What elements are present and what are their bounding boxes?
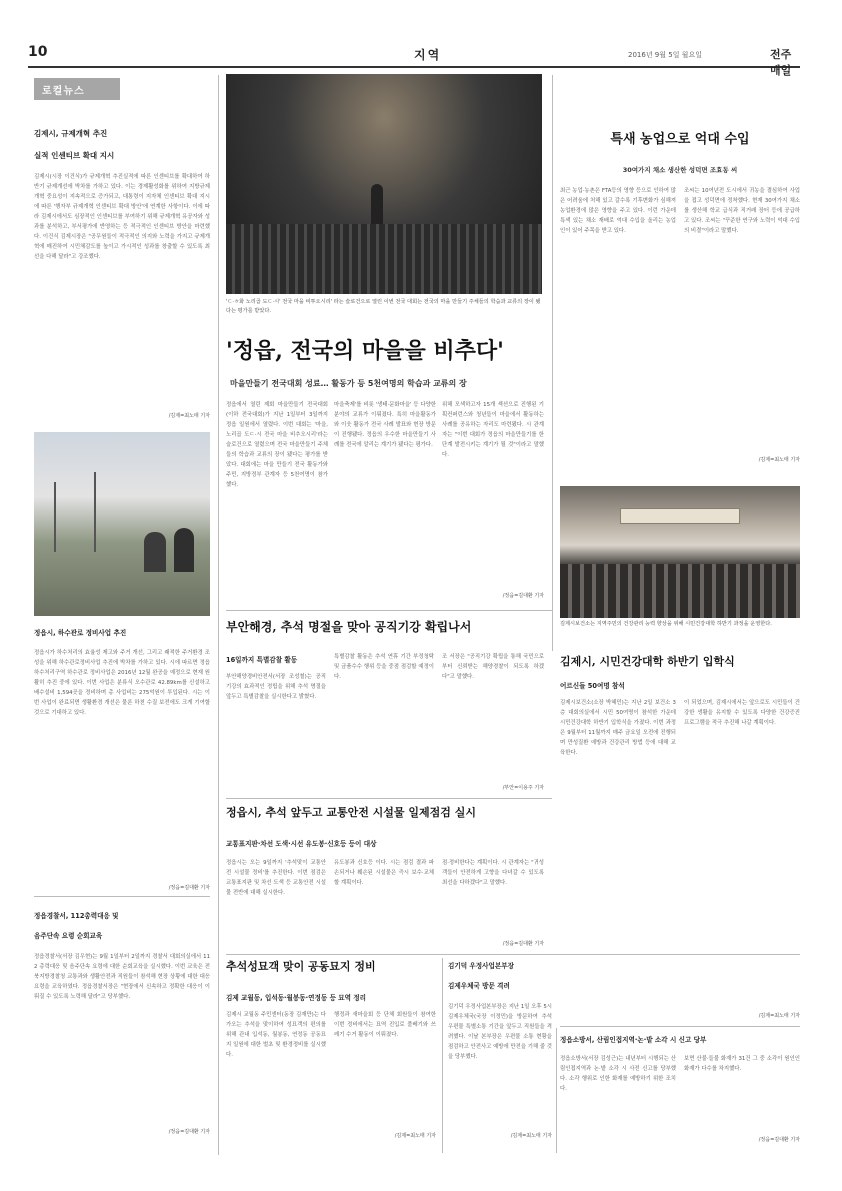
article-body: 조씨는 10여년전 도시에서 귀농을 결심하여 사업을 접고 성덕면에 정착했다. 현재 30여가지 채소를 생산해 학교 급식과 직거래 장터 등에 공급하고 있다. 조씨는 "꾸준한 연구와 노력이 억대 수입의 비결"이라고 말했다. bbox=[684, 188, 800, 234]
article-body: 마을축제'를 비롯 '생태·문화마을' 등 다양한 분야의 교류가 이뤄졌다. 특히 마을활동가와 이웃 활동가 전국 사례 발표와 현장 방문이 진행됐다. 정읍의 우수한 마을만들기 사례를 전국에 알리는 계기가 됐다는 평가다. bbox=[334, 402, 436, 448]
article-byline: /정읍=김대환 기자 bbox=[502, 941, 544, 947]
article-body: 김제시(시장 이건식)가 규제개혁 추진실적에 따른 인센티브를 확대하여 하반기 규제개선에 박차를 가하고 있다. 이는 경제활성화를 위하여 지방규제개혁 중요성이 지속적으로 증가되고, 대통령이 지자체 인센티브 확대 지시에 따른 '행자부 규제개혁 인센티브 확대 방안'에 연계한 사항이다. 이에 따라 김제시에서도 심장적인 인센티브를 부여하기 위해 규제개혁 유공자와 성과를 분석하고, 부서평가에 반영하는 등 적극적인 인센티브 방안을 마련했다. 이건식 김제시장은 "공무원들이 적극적인 의지와 노력을 가지고 규제개혁에 매진하여 시민체감도를 높이고 가시적인 성과를 창출할 수 있도록 최선을 다해 달라"고 강조했다. bbox=[34, 174, 210, 260]
article-body: 특별감찰 활동은 추석 연휴 기간 부정청탁 및 금품수수 행위 등을 중점 점검할 예정이다. bbox=[334, 654, 434, 680]
photo-caption: 정읍시, 하수관로 정비사업 추진 bbox=[34, 629, 127, 637]
article-body: 정읍에서 열린 제회 마을만들기 전국대회(이하 전국대회)가 지난 1일부터 3일까지 정읍 일원에서 열렸다. 이번 대회는 '마을, 노리곱 도ㄷ·시 전국 마을 비추오시리'라는 슬로건으로 열렸으며 전국 마을만들기 주체들의 학습과 교류의 장이 됐다는 평가를 받았다. 대회에는 마을 만들기 전국 활동가와 주민, 지방정부 관계자 등 5천여명이 참가했다. bbox=[226, 402, 328, 488]
article-body: 정읍소방서(서장 김성근)는 내년부터 시행되는 산림인접지역과 논·밭 소각 시 사전 신고를 당부했다. 소각 행위로 인한 화재를 예방하기 위한 조치다. bbox=[560, 1056, 676, 1092]
article-title: 김기덕 우정사업본부장 bbox=[448, 962, 514, 970]
sewer-photo bbox=[34, 432, 210, 616]
article-byline: /김제=최노태 기자 bbox=[168, 413, 210, 419]
article-body: 최근 농업·농촌은 FTA등의 영향 등으로 인하여 많은 어려움에 처해 있고 갈수록 기후변화가 심해져 농업환경에 많은 영향을 주고 있다. 이런 가운데 특색 있는 채소 재배로 억대 수입을 올리는 농업인이 있어 주목을 받고 있다. bbox=[560, 188, 676, 234]
article-body: 행정과 새마을회 등 단체 회원들이 참여한 이번 정비에서는 묘역 진입로 풀베기와 쓰레기 수거 활동이 이뤄졌다. bbox=[334, 1012, 436, 1038]
article-title: 정읍소방서, 산림인접지역·논·밭 소각 시 신고 당부 bbox=[560, 1036, 707, 1044]
article-body: 김제시 교월동 주민센터(동장 김재만)는 다가오는 추석을 맞이하여 성묘객의 편의를 위해 관내 입석동, 월봉동, 연정동 공동묘지 일원에 대한 벌초 및 환경정비를 실시했다. bbox=[226, 1012, 326, 1058]
article-byline: /김제=최노태 기자 bbox=[394, 1133, 436, 1139]
article-title: 정읍시, 추석 앞두고 교통안전 시설물 일제점검 실시 bbox=[226, 806, 476, 819]
article-body: 이 되었으며, 김제시에서는 앞으로도 시민들이 건강한 생활을 유지할 수 있도록 다양한 건강증진 프로그램을 적극 추진해 나갈 계획이다. bbox=[684, 700, 800, 726]
page-number: 10 bbox=[28, 44, 48, 60]
article-body: 위해 모색하고자 15개 섹션으로 진행된 기획컨퍼런스와 청년들이 마을에서 활동하는 사례를 공유하는 자리도 마련됐다. 시 관계자는 "이번 대회가 정읍의 마을만들기를 한 단계 발전시키는 계기가 될 것"이라고 말했다. bbox=[442, 402, 544, 458]
article-byline: /김제=최노태 기자 bbox=[510, 1133, 552, 1139]
article-subtitle: 30여가지 채소 생산한 성덕면 조효동 씨 bbox=[622, 166, 738, 174]
article-title: 김제시, 시민건강대학 하반기 입학식 bbox=[560, 655, 735, 668]
article-body: 김기덕 우정사업본부장은 지난 1일 오후 5시 김제우체국(국장 이정민)을 방문하여 추석 우편물 특별소통 기간을 앞두고 직원들을 격려했다. 이날 본부장은 우편물 소통 현황을 점검하고 안전사고 예방에 만전을 기해 줄 것을 당부했다. bbox=[448, 1004, 553, 1060]
article-body: 보면 산불·들불 화재가 31건 그 중 소각이 원인인 화재가 다수를 차지했다. bbox=[684, 1056, 800, 1072]
article-body: 정읍시가 하수처리의 효율성 제고와 주거 개선, 그리고 쾌적한 주거환경 조성을 위해 하수관로정비사업 추진에 박차를 가하고 있다. 시에 따르면 정읍 하수처리구역 하수관로 정비사업은 2016년 12월 완공을 예정으로 현재 원활히 추진 중에 있다. 이번 사업은 분류식 오수관로 42.89km를 신설하고 배수설비 1,594곳을 정비하며 총 사업비는 275억원이 투입된다. 시는 이번 사업이 완료되면 생활환경 개선은 물론 하천 수질 보전에도 크게 기여할 것으로 기대하고 있다. bbox=[34, 650, 210, 716]
column-logo: 로컬뉴스 bbox=[34, 78, 120, 100]
article-subtitle: 김제 교월동, 입석동·월봉동·연정동 등 묘역 정리 bbox=[226, 994, 367, 1002]
article-byline: /부안=이용주 기자 bbox=[502, 785, 544, 791]
article-body: 조 서장은 "공직기강 확립을 통해 국민으로부터 신뢰받는 해양경찰이 되도록 하겠다"고 말했다. bbox=[442, 654, 544, 680]
article-subtitle: 김제우체국 방문 격려 bbox=[448, 982, 510, 990]
article-title: 정읍경찰서, 112총력대응 및 bbox=[34, 912, 119, 920]
article-body: 정읍경찰서(서장 김우현)는 9월 1일부터 2일까지 경찰서 대회의실에서 112 총력대응 및 음주단속 요령에 대한 순회교육을 실시했다. 이번 교육은 전북지방경찰청 교통과와 생활안전과 직원들이 참석해 현장 상황에 대한 대응요령을 교육하였다. 정읍경찰서장은 "현장에서 신속하고 정확한 대응이 이뤄질 수 있도록 노력해 달라"고 당부했다. bbox=[34, 954, 210, 1000]
article-subtitle: 16일까지 특별감찰 활동 bbox=[226, 656, 298, 664]
article-subtitle: 교통표지판·차선 도색·시선 유도봉·신호등 등이 대상 bbox=[226, 840, 377, 848]
article-body: 정읍시는 오는 9일까지 '추석맞이 교통안전 시설물 정비'를 추진한다. 이번 점검은 교통표지판 및 차선 도색 등 교통안전 시설물 전반에 대해 실시한다. bbox=[226, 860, 326, 896]
photo-caption: 김제시보건소는 지역주민의 건강관리 능력 향상을 위해 시민건강대학 하반기 과정을 운영한다. bbox=[560, 621, 772, 627]
article-title: 부안해경, 추석 명절을 맞아 공직기강 확립나서 bbox=[226, 620, 472, 634]
article-byline: /김제=최노태 기자 bbox=[758, 1013, 800, 1019]
page-header bbox=[28, 38, 800, 77]
festival-photo bbox=[226, 74, 542, 294]
main-headline: '정읍, 전국의 마을을 비추다' bbox=[226, 338, 504, 364]
article-byline: /정읍=김대환 기자 bbox=[502, 593, 544, 599]
article-byline: /김제=최노태 기자 bbox=[758, 457, 800, 463]
newspaper-brand: 전주매일 bbox=[770, 48, 792, 77]
article-title: 추석성묘객 맞이 공동묘지 정비 bbox=[226, 960, 376, 973]
article-subtitle: 실적 인센티브 확대 지시 bbox=[34, 151, 115, 160]
article-byline: /정읍=김대환 기자 bbox=[168, 885, 210, 891]
article-body: 점·정비한다는 계획이다. 시 관계자는 "귀성객들이 안전하게 고향을 다녀갈 수 있도록 최선을 다하겠다"고 말했다. bbox=[442, 860, 544, 886]
article-body: 유도봉과 신호등 이다. 시는 점검 결과 파손되거나 훼손된 시설물은 즉시 보수·교체할 계획이다. bbox=[334, 860, 434, 886]
issue-date: 2016년 9월 5일 월요일 bbox=[628, 51, 702, 59]
article-byline: /정읍=김대환 기자 bbox=[168, 1129, 210, 1135]
section-title: 지역 bbox=[414, 48, 442, 62]
article-title: 김제시, 규제개혁 추진 bbox=[34, 129, 108, 138]
article-subtitle: 어르신들 50여명 참석 bbox=[560, 682, 625, 690]
main-subheadline: 마을만들기 전국대회 성료… 활동가 등 5천여명의 학습과 교류의 장 bbox=[230, 379, 467, 388]
photo-caption: 'ㄷ·ㅎ화 노리곱 도ㄷ·시' 전국 마을 비투오시리' 라는 슬로건으로 열린 이번 전국 대회는 전국의 마을 만들기 주체들의 학습과 교류의 장이 됐다는 평가를 받았다. bbox=[226, 299, 541, 314]
article-title: 특새 농업으로 억대 수입 bbox=[610, 132, 750, 147]
article-subtitle: 음주단속 요령 순회교육 bbox=[34, 932, 103, 940]
article-byline: /정읍=김대환 기자 bbox=[758, 1137, 800, 1143]
article-body: 부안해양경비안전서(서장 조성철)는 공직기강의 효과적인 정립을 위해 추석 명절을 앞두고 특별감찰을 실시한다고 밝혔다. bbox=[226, 674, 326, 700]
health-college-photo bbox=[560, 486, 800, 618]
article-body: 김제시보건소(소장 박혜민)는 지난 2일 보건소 3층 대회의실에서 시민 50여명이 참석한 가운데 시민건강대학 하반기 입학식을 가졌다. 이번 과정은 9월부터 11월까지 매주 금요일 오전에 진행되며 만성질환 예방과 건강관리 방법 등에 대해 교육한다. bbox=[560, 700, 676, 756]
